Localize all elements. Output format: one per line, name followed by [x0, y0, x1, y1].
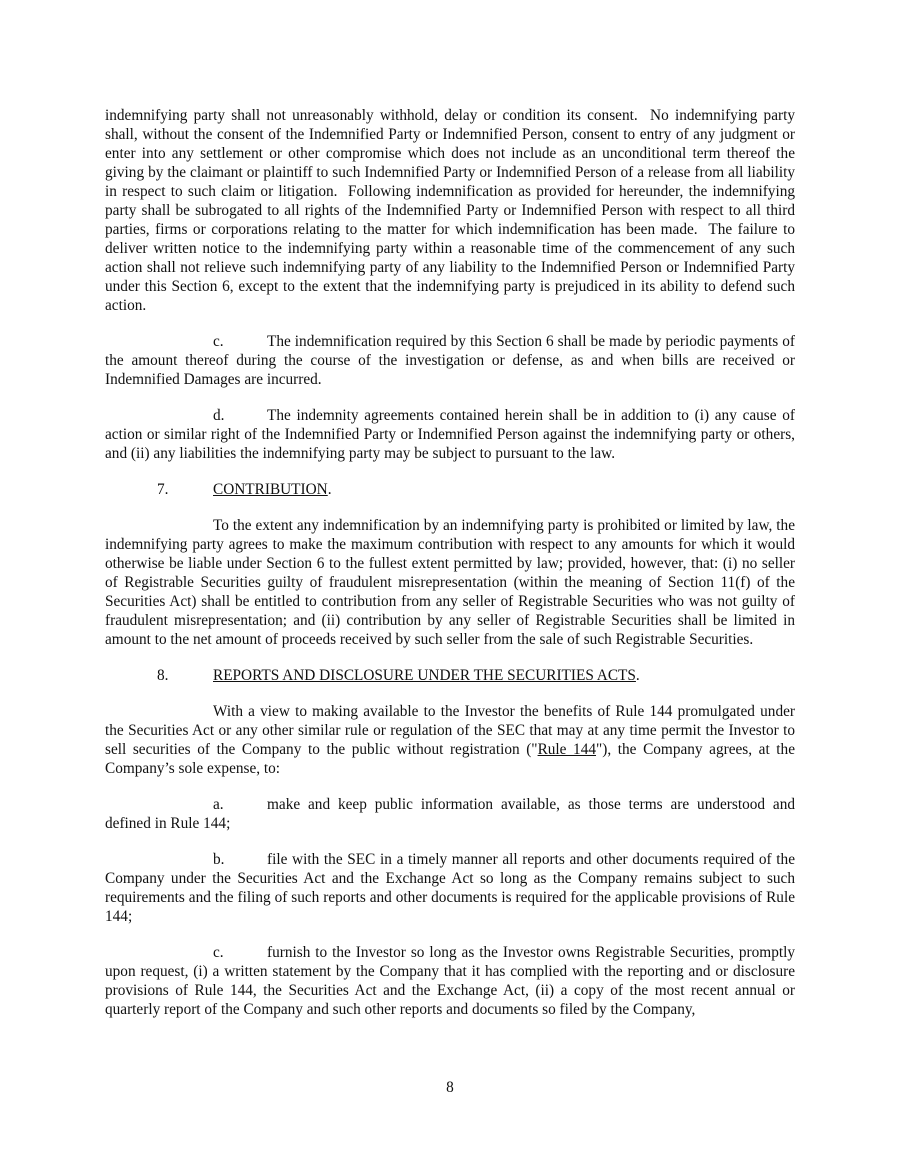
document-body	[105, 106, 795, 1036]
section8-intro-paragraph	[105, 702, 795, 778]
section-title-period: .	[327, 481, 332, 498]
intro-text-before: With a view to making available to the Investor the benefits of Rule 144 promulgated under the Securities Act or any other similar rule or regulation of the SEC that may at any time permit the Investor to sell securities of the Company to the public without registration ("	[105, 703, 795, 758]
section-number: 7.	[157, 481, 169, 498]
section-title-period: .	[635, 667, 640, 684]
section-title: CONTRIBUTION	[213, 481, 328, 498]
section8-clause-b	[105, 850, 795, 926]
clause-text: The indemnity agreements contained herein shall be in addition to (i) any cause of action or similar right of the Indemnified Party or Indemnified Person against the indemnifying party or others, and (ii) any liabilities the indemnifying party may be subject to pursuant to the law.	[105, 407, 795, 462]
clause-label: a.	[213, 796, 224, 813]
clause-text: file with the SEC in a timely manner all reports and other documents required of the Company under the Securities Act and the Exchange Act so long as the Company remains subject to such requirements and the filing of such reports and other documents is required for the applicable provisions of Rule 144;	[105, 851, 795, 925]
section-title: REPORTS AND DISCLOSURE UNDER THE SECURITIES ACTS	[213, 667, 636, 684]
intro-text-after: "), the Company agrees, at the Company’s sole expense, to:	[105, 741, 795, 777]
section-number: 8.	[157, 667, 169, 684]
clause-label: c.	[213, 944, 224, 961]
section8-clause-c	[105, 943, 795, 1019]
section7-heading	[105, 480, 795, 499]
section7-body-paragraph: To the extent any indemnification by an indemnifying party is prohibited or limited by law, the indemnifying party agrees to make the maximum contribution with respect to any amounts for which it would otherwise be liable under Section 6 to the fullest extent permitted by law; provided, however, that: (i) no seller of Registrable Securities guilty of fraudulent misrepresentation (within the meaning of Section 11(f) of the Securities Act) shall be entitled to contribution from any seller of Registrable Securities who was not guilty of fraudulent misrepresentation; and (ii) contribution by any seller of Registrable Securities shall be limited in amount to the net amount of proceeds received by such seller from the sale of such Registrable Securities.	[105, 517, 795, 648]
section8-clause-a	[105, 795, 795, 833]
rule-144-defined-term: Rule 144	[537, 741, 597, 758]
clause-text: make and keep public information available, as those terms are understood and defined in Rule 144;	[105, 796, 795, 832]
clause-label: b.	[213, 851, 225, 868]
clause-label: d.	[213, 407, 225, 424]
page-number: 8	[446, 1079, 454, 1096]
section6-clause-d	[105, 406, 795, 463]
clause-text: furnish to the Investor so long as the Investor owns Registrable Securities, promptly upon request, (i) a written statement by the Company that it has complied with the reporting and or disclosure provisions of Rule 144, the Securities Act and the Exchange Act, (ii) a copy of the most recent annual or quarterly report of the Company and such other reports and documents so filed by the Company,	[105, 944, 795, 1018]
clause-text: The indemnification required by this Section 6 shall be made by periodic payments of the amount thereof during the course of the investigation or defense, as and when bills are received or Indemnified Damages are incurred.	[105, 333, 795, 388]
clause-label: c.	[213, 333, 224, 350]
continuation-paragraph: indemnifying party shall not unreasonably withhold, delay or condition its consent. No indemnifying party shall, without the consent of the Indemnified Party or Indemnified Person, consent to entry of any judgment or enter into any settlement or other compromise which does not include as an unconditional term thereof the giving by the claimant or plaintiff to such Indemnified Party or Indemnified Person of a release from all liability in respect to such claim or litigation. Following indemnification as provided for hereunder, the indemnifying party shall be subrogated to all rights of the Indemnified Party or Indemnified Person with respect to all third parties, firms or corporations relating to the matter for which indemnification has been made. The failure to deliver written notice to the indemnifying party within a reasonable time of the commencement of any such action shall not relieve such indemnifying party of any liability to the Indemnified Person or Indemnified Party under this Section 6, except to the extent that the indemnifying party is prejudiced in its ability to defend such action.	[105, 107, 795, 314]
section8-heading	[105, 666, 795, 685]
section6-clause-c	[105, 332, 795, 389]
